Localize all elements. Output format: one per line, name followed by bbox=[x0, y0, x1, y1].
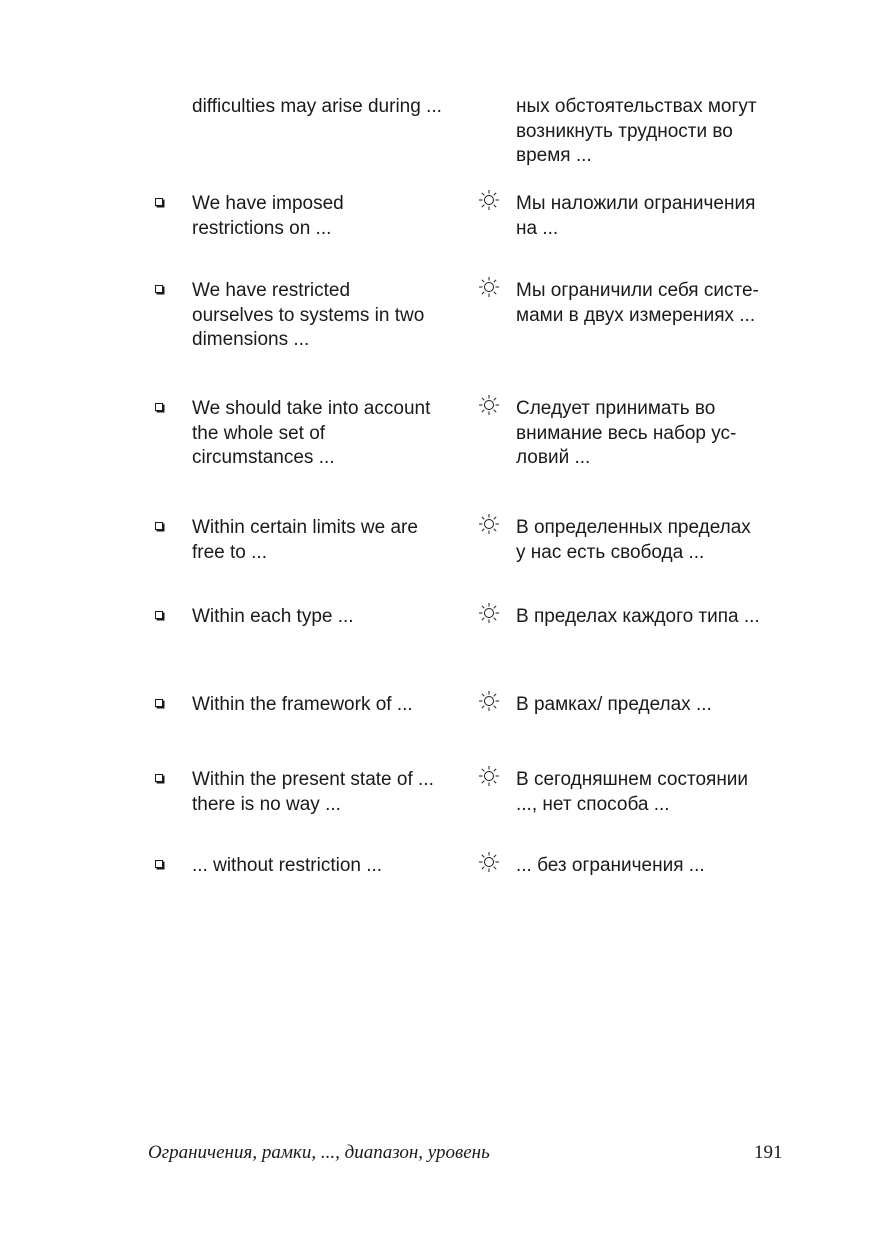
russian-phrase: Мы ограничили себя систе- мами в двух измерениях ... bbox=[516, 280, 759, 326]
sun-icon bbox=[478, 851, 500, 873]
sun-icon bbox=[478, 602, 500, 624]
english-phrase: Within the present state of ... there is no way ... bbox=[192, 769, 434, 815]
russian-phrase: В пределах каждого типа ... bbox=[516, 606, 760, 627]
english-phrase: Within the framework of ... bbox=[192, 694, 413, 715]
page-number: 191 bbox=[754, 1142, 783, 1163]
checkbox-bullet-icon bbox=[155, 285, 163, 293]
russian-phrase: В определенных пределах у нас есть свобода ... bbox=[516, 517, 751, 563]
checkbox-bullet-icon bbox=[155, 699, 163, 707]
russian-phrase: ных обстоятельствах могут возникнуть трудности во время ... bbox=[516, 96, 757, 166]
russian-phrase: Мы наложили ограничения на ... bbox=[516, 193, 756, 239]
checkbox-bullet-icon bbox=[155, 522, 163, 530]
sun-icon bbox=[478, 276, 500, 298]
sun-icon bbox=[478, 189, 500, 211]
english-phrase: difficulties may arise during ... bbox=[192, 96, 442, 117]
english-phrase: Within certain limits we are free to ... bbox=[192, 517, 418, 563]
english-phrase: We should take into account the whole set of circumstances ... bbox=[192, 398, 431, 468]
running-footer-title: Ограничения, рамки, ..., диапазон, уровень bbox=[148, 1142, 490, 1163]
checkbox-bullet-icon bbox=[155, 198, 163, 206]
checkbox-bullet-icon bbox=[155, 403, 163, 411]
english-phrase: We have restricted ourselves to systems in two dimensions ... bbox=[192, 280, 425, 350]
russian-phrase: Следует принимать во внимание весь набор ус- ловий ... bbox=[516, 398, 737, 468]
checkbox-bullet-icon bbox=[155, 611, 163, 619]
russian-phrase: В рамках/ пределах ... bbox=[516, 694, 712, 715]
sun-icon bbox=[478, 765, 500, 787]
russian-phrase: В сегодняшнем состоянии ..., нет способа ... bbox=[516, 769, 749, 815]
russian-phrase: ... без ограничения ... bbox=[516, 855, 705, 876]
checkbox-bullet-icon bbox=[155, 774, 163, 782]
sun-icon bbox=[478, 690, 500, 712]
english-phrase: Within each type ... bbox=[192, 606, 354, 627]
sun-icon bbox=[478, 513, 500, 535]
sun-icon bbox=[478, 394, 500, 416]
checkbox-bullet-icon bbox=[155, 860, 163, 868]
english-phrase: ... without restriction ... bbox=[192, 855, 383, 876]
english-phrase: We have imposed restrictions on ... bbox=[192, 193, 344, 239]
